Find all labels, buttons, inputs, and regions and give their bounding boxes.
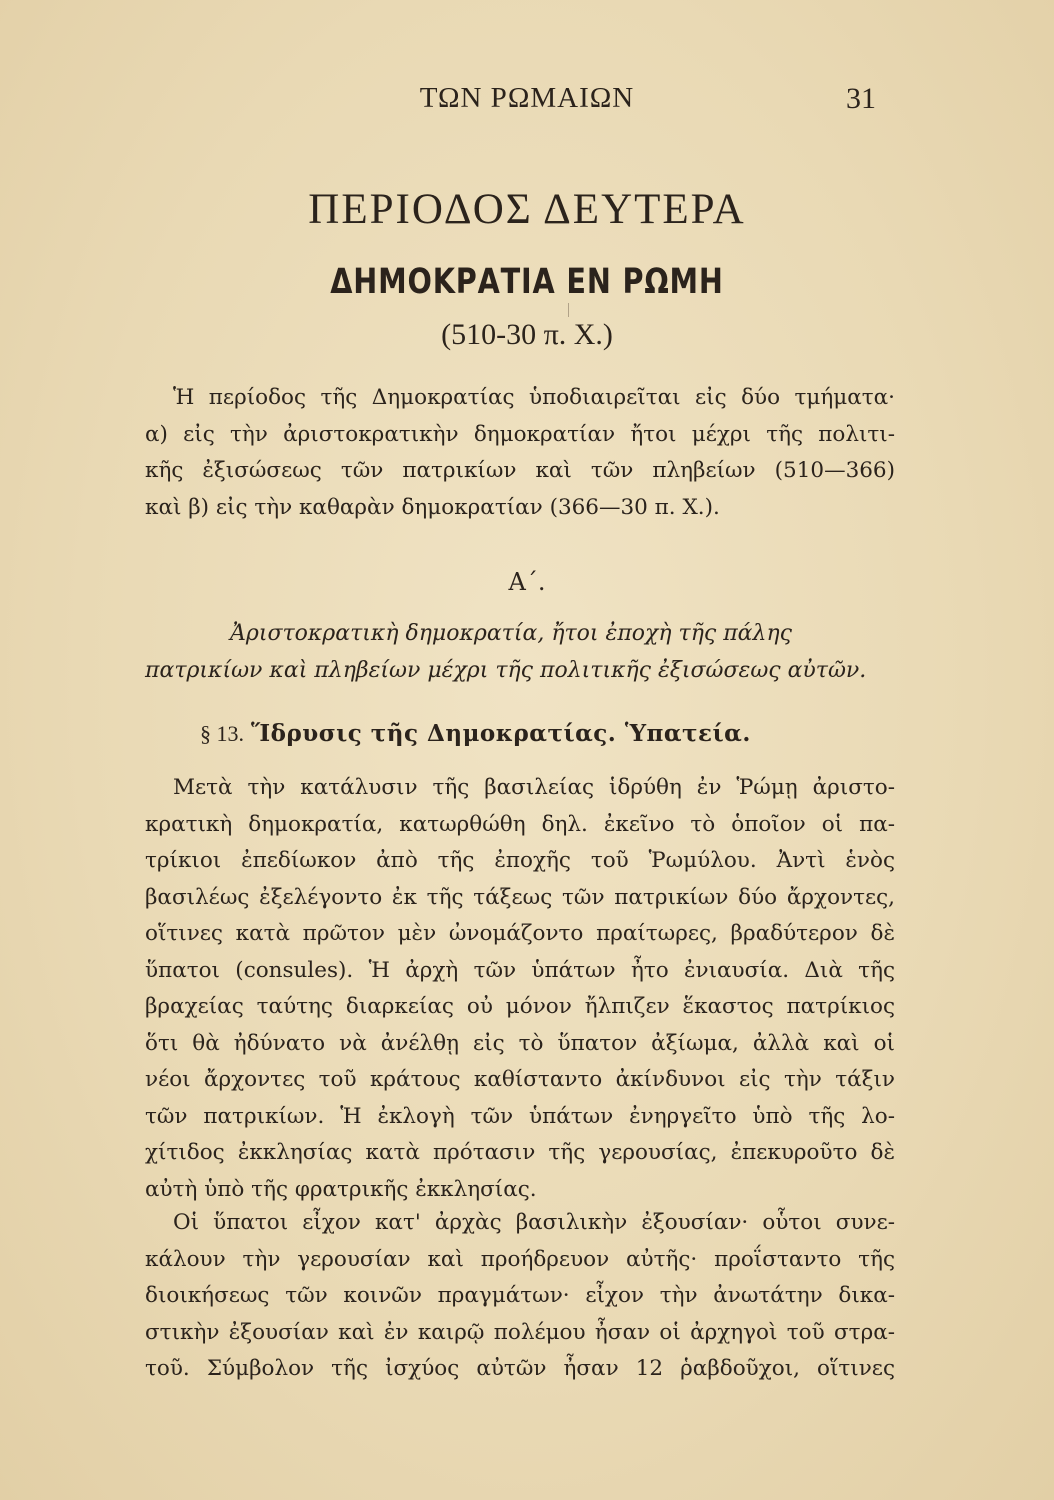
text-line: αὐτὴ ὑπὸ τῆς φρατρικῆς ἐκκλησίας. xyxy=(145,1176,537,1202)
page-number: 31 xyxy=(846,82,876,115)
text-line: τρίκιοι ἐπεδίωκον ἀπὸ τῆς ἐποχῆς τοῦ Ῥωμύλου. Ἀντὶ ἑνὸς xyxy=(145,848,895,873)
text-line: Μετὰ τὴν κατάλυσιν τῆς βασιλείας ἱδρύθη ἐν Ῥώμῃ ἀριστο- xyxy=(173,775,895,800)
text-line: διοικήσεως τῶν κοινῶν πραγμάτων· εἶχον τὴν ἀνωτάτην δικα- xyxy=(145,1283,895,1308)
text-line: χίτιδος ἐκκλησίας κατὰ πρότασιν τῆς γερουσίας, ἐπεκυροῦτο δὲ xyxy=(145,1140,895,1165)
section-subheading xyxy=(145,615,895,689)
print-mark xyxy=(568,303,569,317)
text-line: κῆς ἐξισώσεως τῶν πατρικίων καὶ τῶν πληβείων (510—366) xyxy=(145,458,895,483)
body-paragraph-2 xyxy=(145,1205,895,1388)
running-title: ΤΩΝ ΡΩΜΑΙΩΝ xyxy=(419,82,635,114)
text-line: οἵτινες κατὰ πρῶτον μὲν ὠνομάζοντο πραίτωρες, βραδύτερον δὲ xyxy=(145,921,895,946)
text-line: βραχείας ταύτης διαρκείας οὐ μόνον ἤλπιζεν ἕκαστος πατρίκιος xyxy=(145,994,895,1019)
period-title: ΠΕΡΙΟΔΟΣ ΔΕΥΤΕΡΑ xyxy=(308,186,746,233)
text-line: Ἡ περίοδος τῆς Δημοκρατίας ὑποδιαιρεῖται εἰς δύο τμήματα· xyxy=(173,385,895,410)
text-line: τῶν πατρικίων. Ἡ ἐκλογὴ τῶν ὑπάτων ἐνηργεῖτο ὑπὸ τῆς λο- xyxy=(145,1103,895,1129)
text-line: καὶ β) εἰς τὴν καθαρὰν δημοκρατίαν (366—30 π. Χ.). xyxy=(145,494,720,520)
chapter-dates: (510-30 π. Χ.) xyxy=(441,318,613,351)
paragraph-heading xyxy=(200,720,751,747)
body-paragraph-1 xyxy=(145,770,895,1208)
section-mark: Α΄. xyxy=(508,568,546,596)
chapter-subtitle: ΔΗΜΟΚΡΑΤΙΑ ΕΝ ΡΩΜΗ xyxy=(330,262,724,302)
subheading-line: πατρικίων καὶ πληβείων μέχρι τῆς πολιτικῆς ἐξισώσεως αὐτῶν. xyxy=(145,658,867,683)
text-line: στικὴν ἐξουσίαν καὶ ἐν καιρῷ πολέμου ἦσαν οἱ ἀρχηγοὶ τοῦ στρα- xyxy=(145,1319,895,1345)
text-line: α) εἰς τὴν ἀριστοκρατικὴν δημοκρατίαν ἤτοι μέχρι τῆς πολιτι- xyxy=(145,421,895,447)
text-line: ὅτι θὰ ἠδύνατο νὰ ἀνέλθῃ εἰς τὸ ὕπατον ἀξίωμα, ἀλλὰ καὶ οἱ xyxy=(145,1030,895,1056)
text-line: βασιλέως ἐξελέγοντο ἐκ τῆς τάξεως τῶν πατρικίων δύο ἄρχοντες, xyxy=(145,884,895,910)
running-head xyxy=(0,78,1054,118)
text-line: κάλουν τὴν γερουσίαν καὶ προήδρευον αὐτῆς· προΐσταντο τῆς xyxy=(145,1246,895,1272)
paragraph-number: § 13. xyxy=(200,721,244,746)
text-line: τοῦ. Σύμβολον τῆς ἰσχύος αὐτῶν ἦσαν 12 ῥαβδοῦχοι, οἵτινες xyxy=(145,1356,895,1381)
text-line: Οἱ ὕπατοι εἶχον κατ' ἀρχὰς βασιλικὴν ἐξουσίαν· οὗτοι συνε- xyxy=(173,1210,895,1235)
text-line: κρατικὴ δημοκρατία, κατωρθώθη δηλ. ἐκεῖνο τὸ ὁποῖον οἱ πα- xyxy=(145,811,895,837)
paragraph-title: Ἵδρυσις τῆς Δημοκρατίας. Ὑπατεία. xyxy=(251,720,751,747)
text-line: νέοι ἄρχοντες τοῦ κράτους καθίσταντο ἀκίνδυνοι εἰς τὴν τάξιν xyxy=(145,1067,895,1092)
text-line: ὕπατοι (consules). Ἡ ἀρχὴ τῶν ὑπάτων ἦτο ἐνιαυσία. Διὰ τῆς xyxy=(145,957,895,983)
intro-paragraph xyxy=(145,380,895,526)
subheading-line: Ἀριστοκρατικὴ δημοκρατία, ἤτοι ἐποχὴ τῆς πάλης xyxy=(230,621,792,646)
